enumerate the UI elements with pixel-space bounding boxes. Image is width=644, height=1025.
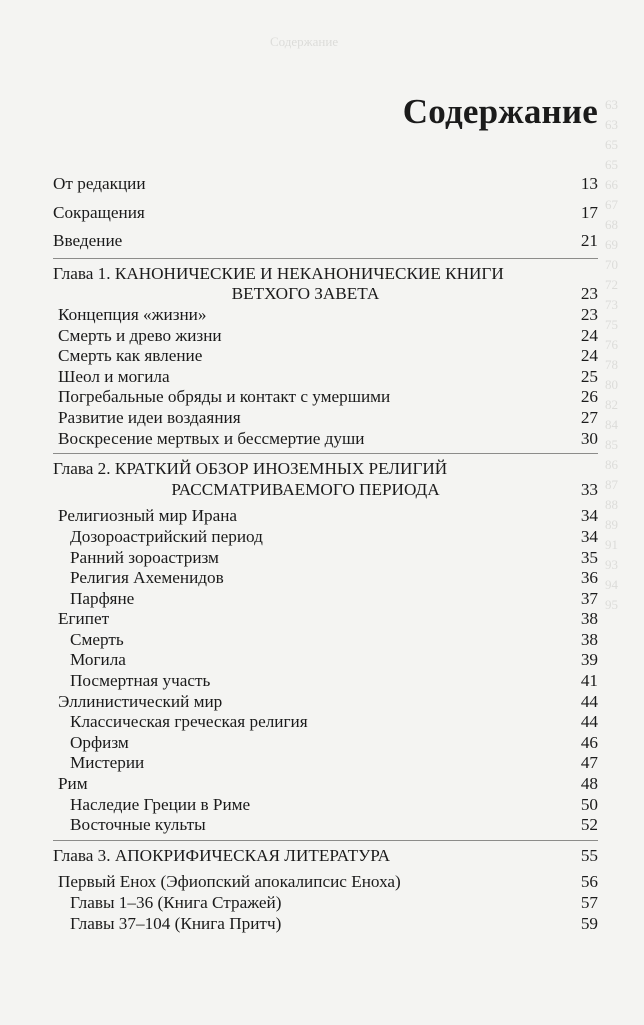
toc-entry[interactable]: Первый Енох (Эфиопский апокалипсис Еноха) 56 [58,872,598,892]
page-title: Содержание [402,92,598,131]
toc-entry[interactable]: Ранний зороастризм 35 [70,547,598,567]
toc-entry[interactable]: Рим 48 [58,774,598,794]
toc-entry[interactable]: Погребальные обряды и контакт с умершими 26 [58,387,598,407]
toc-entry[interactable]: Введение 21 [53,231,598,251]
toc-entry[interactable]: Могила 39 [70,650,598,670]
toc-entry[interactable]: Главы 1–36 (Книга Стражей) 57 [70,893,598,912]
chapter-2-entry[interactable]: Глава 2. КРАТКИЙ ОБЗОР ИНОЗЕМНЫХ РЕЛИГИЙ РАССМАТРИВАЕМОГО ПЕРИОДА 33 [53,459,598,499]
toc-entry[interactable]: Дозороастрийский период 34 [70,526,598,546]
toc-entry[interactable]: Парфяне 37 [70,588,598,608]
toc-entry[interactable]: Религия Ахеменидов 36 [70,568,598,588]
toc-entry[interactable]: Египет 38 [58,609,598,629]
bleed-through-text: Содержание [270,34,339,49]
table-of-contents [53,174,598,934]
chapter-3-entry[interactable]: Глава 3. АПОКРИФИЧЕСКАЯ ЛИТЕРАТУРА 55 [53,845,598,865]
toc-entry[interactable]: Концепция «жизни» 23 [58,304,598,324]
toc-entry[interactable]: Смерть 38 [70,629,598,649]
toc-entry[interactable]: Смерть как явление 24 [58,346,598,366]
toc-entry[interactable]: Классическая греческая религия 44 [70,712,598,732]
divider [53,453,598,454]
toc-entry[interactable]: Восточные культы 52 [70,815,598,835]
bleed-through-numbers: 63 63 65 65 66 67 68 69 70 72 73 75 76 78 80 82 84 85 86 87 88 89 91 93 94 95 [605,97,618,612]
divider [53,840,598,841]
toc-entry[interactable]: Шеол и могила 25 [58,366,598,386]
chapter-1-entry[interactable]: Глава 1. КАНОНИЧЕСКИЕ И НЕКАНОНИЧЕСКИЕ КНИГИ ВЕТХОГО ЗАВЕТА 23 [53,263,598,304]
toc-entry[interactable]: От редакции 13 [53,174,598,193]
toc-entry[interactable]: Мистерии 47 [70,753,598,773]
toc-entry[interactable]: Смерть и древо жизни 24 [58,325,598,345]
toc-entry[interactable]: Развитие идеи воздаяния 27 [58,407,598,427]
toc-entry[interactable]: Орфизм 46 [70,732,598,752]
toc-entry[interactable]: Посмертная участь 41 [70,671,598,691]
toc-entry[interactable]: Наследие Греции в Риме 50 [70,794,598,814]
toc-entry[interactable]: Религиозный мир Ирана 34 [58,506,598,526]
divider [53,258,598,259]
toc-entry[interactable]: Главы 37–104 (Книга Притч) 59 [70,913,598,933]
toc-entry[interactable]: Эллинистический мир 44 [58,691,598,711]
toc-entry[interactable]: Воскресение мертвых и бессмертие души 30 [58,428,598,448]
toc-entry[interactable]: Сокращения 17 [53,202,598,222]
